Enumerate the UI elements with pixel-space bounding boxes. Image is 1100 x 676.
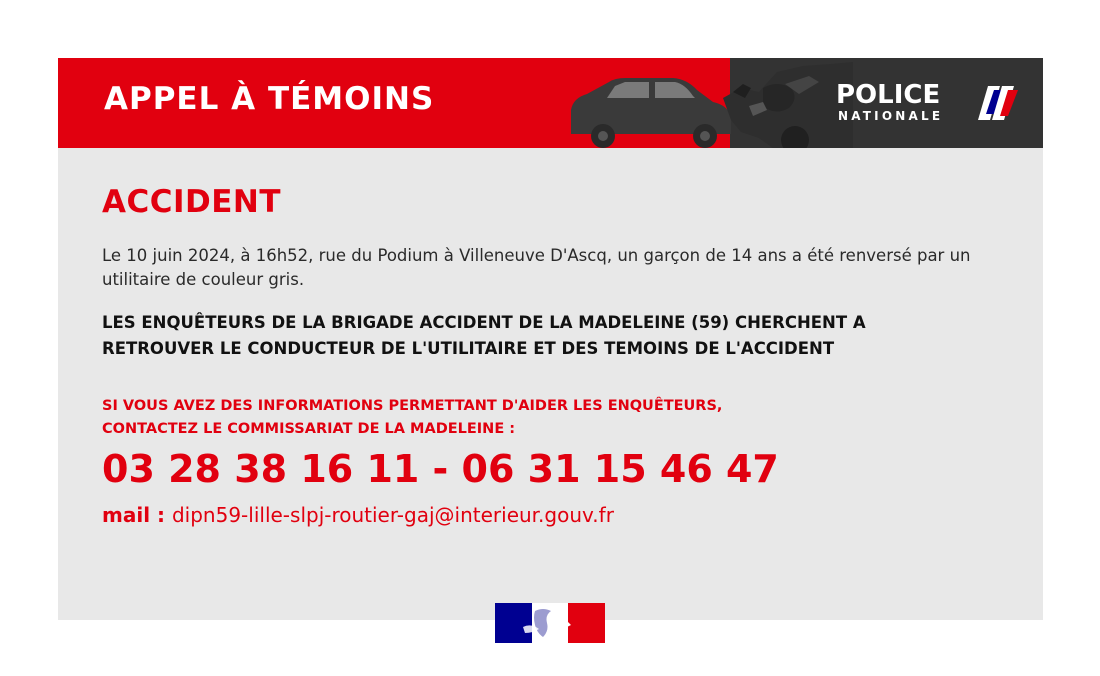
section-title: ACCIDENT <box>102 184 282 220</box>
callout-line: CONTACTEZ LE COMMISSARIAT DE LA MADELEINE : <box>102 421 516 437</box>
headline-line: RETROUVER LE CONDUCTEUR DE L'UTILITAIRE ET DES TEMOINS DE L'ACCIDENT <box>102 339 835 358</box>
banner-title: APPEL À TÉMOINS <box>104 81 435 117</box>
mail-line <box>102 501 614 529</box>
logo-word-nationale: NATIONALE <box>838 109 944 123</box>
header-banner <box>58 58 1043 148</box>
logo-word-police: POLICE <box>836 80 941 110</box>
mail-label: mail : <box>102 503 166 527</box>
car-crash-illustration <box>563 58 853 148</box>
headline-line: LES ENQUÊTEURS DE LA BRIGADE ACCIDENT DE LA MADELEINE (59) CHERCHENT A <box>102 313 866 332</box>
phone-numbers[interactable]: 03 28 38 16 11 - 06 31 15 46 47 <box>102 447 779 491</box>
appeal-card <box>58 58 1043 620</box>
police-nationale-logo <box>836 80 1026 128</box>
intro-paragraph: Le 10 juin 2024, à 16h52, rue du Podium à Villeneuve D'Ascq, un garçon de 14 ans a été renversé par un utilitaire de couleur gris. <box>102 246 971 289</box>
mail-address-link[interactable]: dipn59-lille-slpj-routier-gaj@interieur.gouv.fr <box>171 503 614 527</box>
marianne-logo <box>495 603 605 643</box>
contact-callout <box>102 395 982 441</box>
tricolor-slash-icon <box>978 84 1020 122</box>
callout-line: SI VOUS AVEZ DES INFORMATIONS PERMETTANT D'AIDER LES ENQUÊTEURS, <box>102 398 723 414</box>
investigators-headline <box>102 310 1002 362</box>
